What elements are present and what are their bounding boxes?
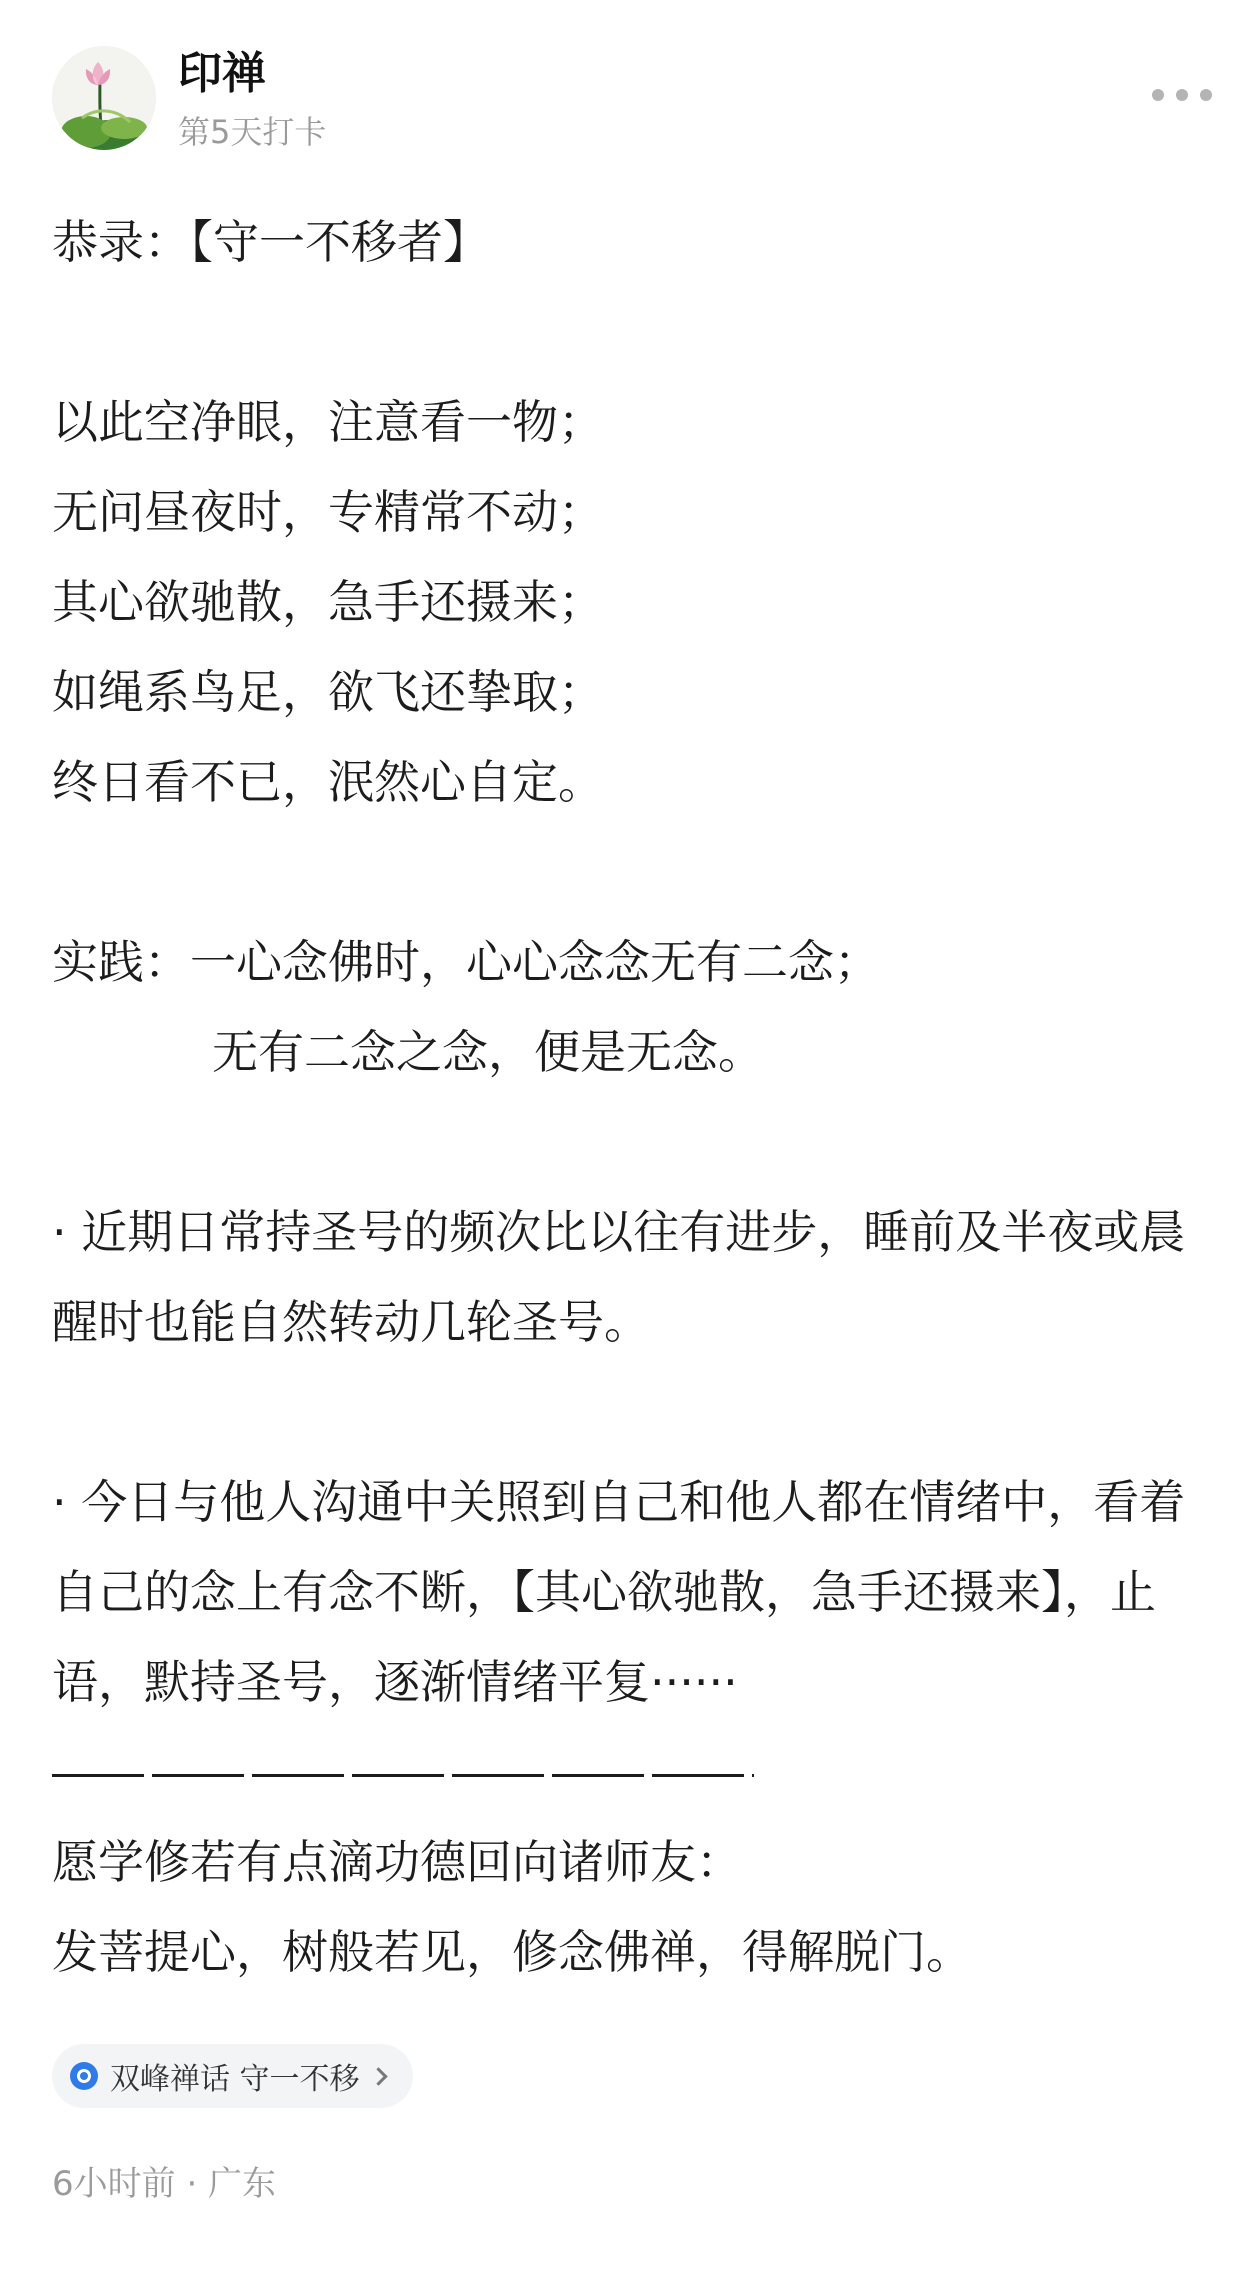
post-line: 愿学修若有点滴功德回向诸师友： <box>52 1835 742 1889</box>
topic-tag[interactable] <box>52 2044 413 2108</box>
post-paragraph: · 今日与他人沟通中关照到自己和他人都在情绪中，看着自己的念上有念不断，【其心欲驰散，急手还摄来】，止语，默持圣号，逐渐情绪平复······ <box>52 1475 1186 1709</box>
lotus-avatar-icon <box>52 46 156 150</box>
post-meta: 6小时前 · 广东 <box>52 2164 277 2204</box>
more-dots-icon <box>1152 89 1164 101</box>
post-line: 如绳系鸟足，欲飞还挚取； <box>52 665 604 719</box>
topic-circle-icon <box>70 2062 98 2090</box>
post-paragraph: · 近期日常持圣号的频次比以往有进步，睡前及半夜或晨醒时也能自然转动几轮圣号。 <box>52 1205 1186 1349</box>
post-divider <box>52 1727 1222 1817</box>
more-options-button[interactable] <box>1152 80 1212 110</box>
post-line: 终日看不已，泯然心自定。 <box>52 755 604 809</box>
post-blank-line <box>52 287 1222 377</box>
post-blank-line <box>52 1367 1222 1457</box>
checkin-status: 第5天打卡 <box>178 113 327 151</box>
avatar[interactable] <box>52 46 156 150</box>
post-blank-line <box>52 1097 1222 1187</box>
post-line: 无问昼夜时，专精常不动； <box>52 485 604 539</box>
post-line: 发菩提心，树般若见，修念佛禅，得解脱门。 <box>52 1925 972 1979</box>
more-dots-icon <box>1176 89 1188 101</box>
post-line: 恭录：【守一不移者】 <box>52 215 489 269</box>
post-body <box>52 197 1222 1997</box>
more-dots-icon <box>1200 89 1212 101</box>
post-line: 以此空净眼，注意看一物； <box>52 395 604 449</box>
author-name[interactable]: 印禅 <box>178 48 266 99</box>
post-line: 无有二念之念，便是无念。 <box>212 1025 764 1079</box>
post-header <box>52 46 1212 150</box>
post-blank-line <box>52 827 1222 917</box>
topic-label: 双峰禅话 守一不移 <box>110 2062 360 2097</box>
chevron-right-icon <box>369 2067 387 2085</box>
post-line: 其心欲驰散，急手还摄来； <box>52 575 604 629</box>
post-line: 实践：一心念佛时，心心念念无有二念； <box>52 935 880 989</box>
